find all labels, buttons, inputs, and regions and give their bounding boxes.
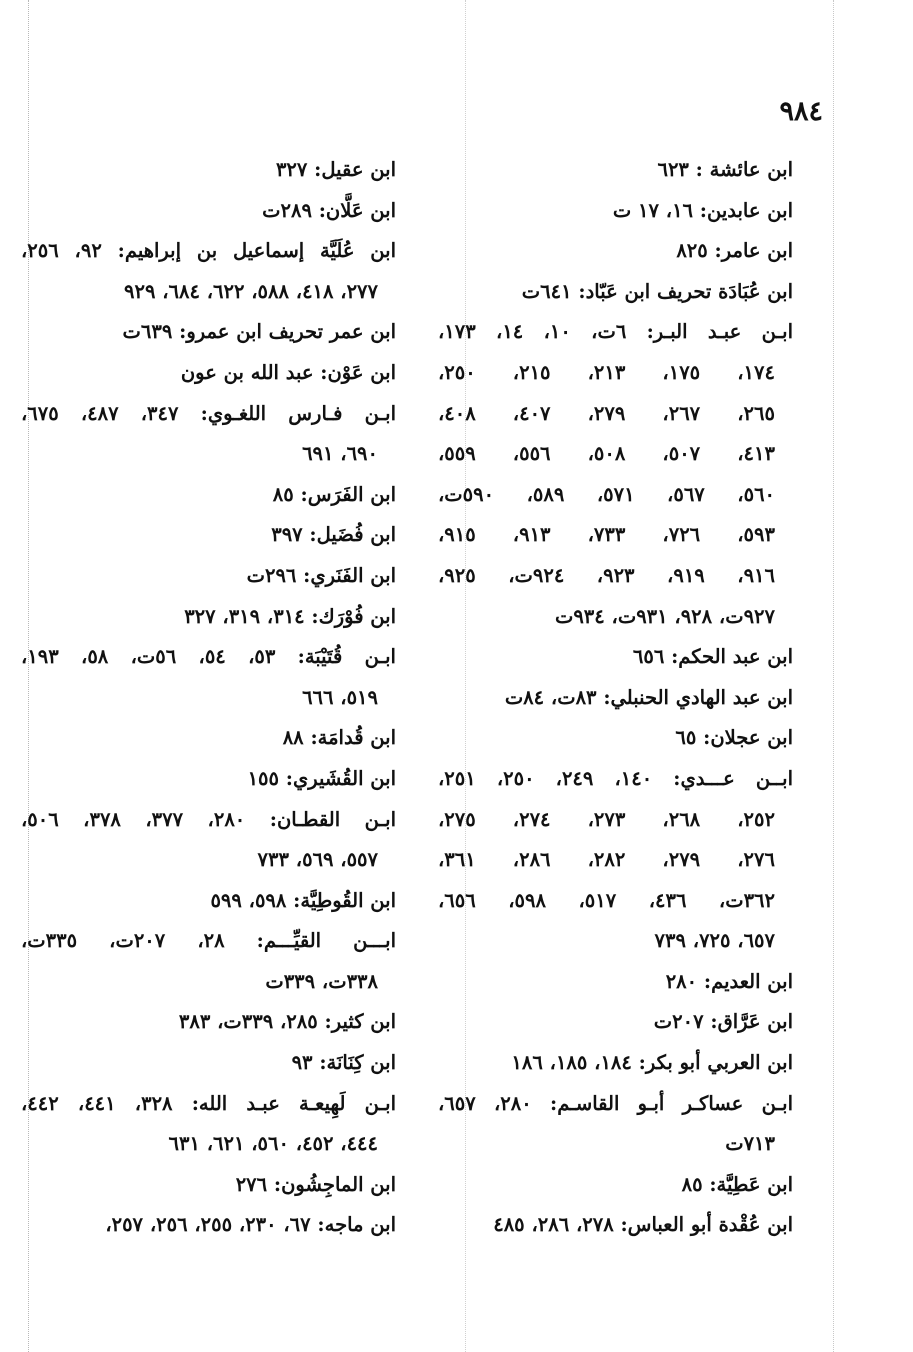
- entry-heading-line: ابن عَوْن: عبد الله بن عون: [180, 360, 396, 384]
- index-entry: [438, 1084, 793, 1165]
- index-entry: [21, 231, 396, 312]
- entry-continuation-line: ١٧٤، ١٧٥، ٢١٣، ٢١٥، ٢٥٠،: [438, 360, 775, 384]
- entry-heading-line: ابن عُلَيَّة إسماعيل بن إبراهيم: ٩٢، ٢٥٦،: [21, 239, 396, 263]
- index-entry: [21, 1165, 396, 1206]
- entry-continuation-line: ٦٥٧، ٧٢٥، ٧٣٩: [654, 929, 775, 953]
- index-entry: [438, 312, 793, 637]
- index-entry: [438, 759, 793, 962]
- entry-continuation-line: ٥٥٧، ٥٦٩، ٧٣٣: [257, 848, 378, 872]
- entry-continuation-line: ٢٧٦، ٢٧٩، ٢٨٢، ٢٨٦، ٣٦١،: [438, 848, 775, 872]
- entry-heading-line: ابن الماجِشُون: ٢٧٦: [235, 1172, 396, 1196]
- index-entry: [438, 1043, 793, 1084]
- entry-heading-line: ابن عقيل: ٣٢٧: [275, 158, 396, 181]
- index-entry: [438, 1002, 793, 1043]
- entry-heading-line: ابن القُشَيري: ١٥٥: [247, 766, 396, 790]
- index-entry: [438, 962, 793, 1003]
- index-entry: [438, 231, 793, 272]
- entry-heading-line: ابن عامر: ٨٢٥: [676, 239, 793, 263]
- entry-heading-line: ابـن قُتَيْبَة: ٥٣، ٥٤، ٥٦ت، ٥٨، ١٩٣،: [21, 645, 396, 669]
- index-entry: [21, 515, 396, 556]
- entry-heading-line: ابن ماجه: ٦٧، ٢٣٠، ٢٥٥، ٢٥٦، ٢٥٧،: [105, 1213, 396, 1237]
- entry-heading-line: ابن الفَرَس: ٨٥: [272, 482, 396, 506]
- entry-heading-line: ابن عائشة : ٦٢٣: [657, 158, 793, 181]
- entry-continuation-line: ٣٦٢ت، ٤٣٦، ٥١٧، ٥٩٨، ٦٥٦،: [438, 888, 775, 912]
- index-entry: [21, 637, 396, 718]
- index-entry: [438, 678, 793, 719]
- entry-continuation-line: ٥١٩، ٦٦٦: [302, 685, 378, 709]
- entry-heading-line: ابـن القطـان: ٢٨٠، ٣٧٧، ٣٧٨، ٥٠٦،: [21, 807, 396, 831]
- entry-continuation-line: ٢٧٧، ٤١٨، ٥٨٨، ٦٢٢، ٦٨٤، ٩٢٩: [124, 279, 378, 303]
- index-entry: [438, 272, 793, 313]
- index-entry: [21, 597, 396, 638]
- entry-continuation-line: ٣٣٨ت، ٣٣٩ت: [265, 969, 378, 993]
- entry-heading-line: ابن عجلان: ٦٥: [675, 726, 793, 750]
- page-number: ٩٨٤: [779, 96, 823, 127]
- entry-continuation-line: ٥٦٠، ٥٦٧، ٥٧١، ٥٨٩، ٥٩٠ت،: [438, 482, 776, 506]
- entry-heading-line: ابن القُوطِيَّة: ٥٩٨، ٥٩٩: [210, 888, 396, 912]
- index-entry: [21, 759, 396, 800]
- index-entry: [21, 556, 396, 597]
- entry-heading-line: ابن فُضَيل: ٣٩٧: [271, 523, 396, 547]
- index-entry: [438, 637, 793, 678]
- scan-guide-line-right: [833, 0, 834, 1352]
- index-entry: [21, 1002, 396, 1043]
- entry-heading-line: ابـن عساكـر أبـو القاسـم: ٢٨٠، ٦٥٧،: [438, 1091, 793, 1115]
- entry-heading-line: ابن كثير: ٢٨٥، ٣٣٩ت، ٣٨٣: [178, 1010, 396, 1034]
- entry-heading-line: ابن عبد الهادي الحنبلي: ٨٣ت، ٨٤ت: [504, 685, 793, 709]
- entry-heading-line: ابـن لَهِيعـة عبـد الله: ٣٢٨، ٤٤١، ٤٤٢،: [21, 1091, 396, 1115]
- entry-continuation-line: ٩١٦، ٩١٩، ٩٢٣، ٩٢٤ت، ٩٢٥،: [438, 563, 775, 587]
- entry-continuation-line: ٤٤٤، ٤٥٢، ٥٦٠، ٦٢١، ٦٣١: [168, 1132, 378, 1156]
- entry-heading-line: ابن الفَنَري: ٢٩٦ت: [246, 563, 396, 587]
- index-entry: [438, 718, 793, 759]
- entry-heading-line: ابــن عـــدي: ١٤٠، ٢٤٩، ٢٥٠، ٢٥١،: [438, 766, 793, 790]
- index-column-right: [438, 150, 793, 1246]
- entry-continuation-line: ٧١٣ت: [725, 1132, 775, 1156]
- entry-continuation-line: ٤١٣، ٥٠٧، ٥٠٨، ٥٥٦، ٥٥٩،: [438, 442, 775, 466]
- index-entry: [21, 312, 396, 353]
- index-entry: [21, 191, 396, 232]
- entry-heading-line: ابن عمر تحريف ابن عمرو: ٦٣٩ت: [122, 320, 396, 344]
- index-column-left: [21, 150, 396, 1246]
- index-entry: [438, 150, 793, 191]
- index-entry: [21, 394, 396, 475]
- entry-heading-line: ابن عَلَّان: ٢٨٩ت: [262, 198, 396, 222]
- index-entry: [21, 1043, 396, 1084]
- entry-heading-line: ابن عُقْدة أبو العباس: ٢٧٨، ٢٨٦، ٤٨٥: [493, 1213, 793, 1237]
- entry-heading-line: ابن العديم: ٢٨٠: [665, 969, 793, 993]
- index-entry: [21, 718, 396, 759]
- entry-heading-line: ابـــن القيِّـــم: ٢٨، ٢٠٧ت، ٣٣٥ت،: [21, 929, 396, 953]
- index-entry: [438, 1165, 793, 1206]
- entry-continuation-line: ٩٢٧ت، ٩٢٨، ٩٣١ت، ٩٣٤ت: [554, 604, 775, 628]
- index-entry: [21, 921, 396, 1002]
- index-entry: [438, 191, 793, 232]
- entry-heading-line: ابـن عبـد البـر: ٦ت، ١٠، ١٤، ١٧٣،: [438, 320, 793, 344]
- entry-continuation-line: ٥٩٣، ٧٢٦، ٧٣٣، ٩١٣، ٩١٥،: [438, 523, 775, 547]
- index-entry: [21, 881, 396, 922]
- entry-heading-line: ابن فُوْرَك: ٣١٤، ٣١٩، ٣٢٧: [184, 604, 396, 628]
- entry-heading-line: ابن قُدامَة: ٨٨: [282, 726, 396, 750]
- index-entry: [21, 475, 396, 516]
- index-entry: [21, 800, 396, 881]
- entry-heading-line: ابن عَرَّاق: ٢٠٧ت: [653, 1010, 793, 1034]
- entry-heading-line: ابـن فـارس اللغـوي: ٣٤٧، ٤٨٧، ٦٧٥،: [21, 401, 396, 425]
- index-entry: [438, 1205, 793, 1246]
- entry-heading-line: ابن عبد الحكم: ٦٥٦: [632, 645, 793, 669]
- entry-heading-line: ابن العربي أبو بكر: ١٨٤، ١٨٥، ١٨٦: [511, 1051, 793, 1075]
- entry-heading-line: ابن عَطِيَّة: ٨٥: [681, 1172, 793, 1196]
- entry-heading-line: ابن عُبَادَة تحريف ابن عَبّاد: ٦٤١ت: [521, 279, 793, 303]
- index-entry: [21, 150, 396, 191]
- index-entry: [21, 1084, 396, 1165]
- entry-continuation-line: ٦٩٠، ٦٩١: [302, 442, 378, 466]
- entry-continuation-line: ٢٥٢، ٢٦٨، ٢٧٣، ٢٧٤، ٢٧٥،: [438, 807, 775, 831]
- entry-continuation-line: ٢٦٥، ٢٦٧، ٢٧٩، ٤٠٧، ٤٠٨،: [438, 401, 775, 425]
- entry-heading-line: ابن كِنَانَة: ٩٣: [291, 1051, 396, 1075]
- index-entry: [21, 1205, 396, 1246]
- entry-heading-line: ابن عابدين: ١٦، ١٧ ت: [612, 198, 793, 222]
- index-entry: [21, 353, 396, 394]
